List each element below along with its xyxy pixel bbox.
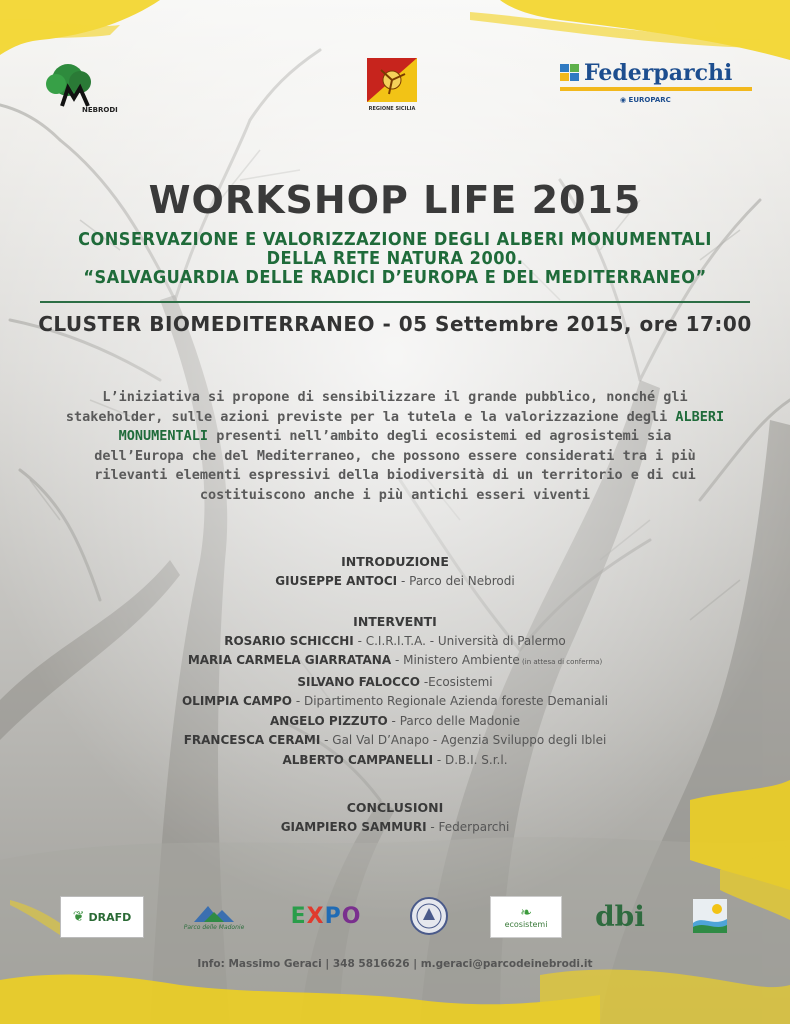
speaker-name: ANGELO PIZZUTO bbox=[269, 713, 388, 728]
parco-madonie-logo bbox=[172, 896, 256, 936]
speaker-row bbox=[0, 632, 790, 652]
title-divider bbox=[40, 301, 750, 303]
drafd-logo bbox=[60, 896, 144, 938]
madonie-label: Parco delle Madonie bbox=[183, 923, 245, 931]
contact-info: Info: Massimo Geraci | 348 5816626 | m.geraci@parcodeinebrodi.it bbox=[197, 958, 593, 970]
drafd-label: DRAFD bbox=[88, 910, 132, 924]
gal-logo bbox=[688, 896, 732, 936]
federparchi-logo bbox=[560, 60, 760, 116]
university-seal-logo bbox=[402, 896, 456, 936]
landscape-icon bbox=[693, 899, 727, 933]
conclusioni-speaker bbox=[0, 818, 790, 838]
description-text: presenti nell’ambito degli ecosistemi ed agrosistemi sia bbox=[208, 428, 672, 444]
regione-sicilia-logo bbox=[362, 58, 422, 118]
description-line-2 bbox=[60, 408, 730, 428]
nebrodi-label: NEBRODI bbox=[82, 106, 118, 114]
mountain-icon bbox=[192, 902, 236, 924]
ecosistemi-leaf-icon: ❧ bbox=[520, 904, 532, 921]
speaker-role: - Gal Val D’Anapo - Agenzia Sviluppo degli Iblei bbox=[320, 733, 607, 747]
speaker-name: GIAMPIERO SAMMURI bbox=[280, 819, 427, 834]
dbi-logo bbox=[590, 896, 650, 936]
expo-logo bbox=[280, 896, 372, 936]
description bbox=[60, 388, 730, 505]
drafd-leaf-icon: ❦ bbox=[72, 909, 85, 925]
speaker-row bbox=[0, 692, 790, 712]
speaker-role: - Parco dei Nebrodi bbox=[397, 573, 515, 588]
speaker-name: OLIMPIA CAMPO bbox=[181, 694, 292, 708]
europarc-icon: ◉ bbox=[620, 96, 629, 104]
description-line-3 bbox=[60, 427, 730, 447]
speaker-name: ALBERTO CAMPANELLI bbox=[282, 752, 434, 767]
speaker-name: FRANCESCA CERAMI bbox=[183, 733, 321, 747]
speaker-row bbox=[0, 712, 790, 732]
speaker-row bbox=[0, 731, 790, 751]
expo-label: EXPO bbox=[290, 903, 362, 929]
speaker-row bbox=[0, 673, 790, 693]
alberi-highlight: ALBERI bbox=[675, 408, 725, 425]
parco-nebrodi-logo bbox=[38, 58, 128, 118]
speaker-role: -Ecosistemi bbox=[420, 674, 493, 689]
program-interventi bbox=[0, 612, 790, 770]
description-line-5: rilevanti elementi espressivi della biodiversità di un territorio e di cui bbox=[94, 467, 696, 483]
intro-speaker bbox=[0, 572, 790, 592]
speaker-role: - C.I.R.I.T.A. - Università di Palermo bbox=[353, 633, 566, 648]
speaker-name: ROSARIO SCHICCHI bbox=[224, 633, 354, 648]
ecosistemi-logo bbox=[490, 896, 562, 938]
speaker-name: GIUSEPPE ANTOCI bbox=[275, 573, 398, 588]
regione-sicilia-label: REGIONE SICILIA bbox=[368, 106, 416, 112]
europarc-badge bbox=[620, 96, 671, 104]
dbi-label: dbi bbox=[595, 899, 645, 933]
speaker-name: MARIA CARMELA GIARRATANA bbox=[187, 653, 392, 667]
conclusioni-heading: CONCLUSIONI bbox=[346, 800, 444, 815]
program-conclusioni bbox=[0, 798, 790, 837]
description-text: stakeholder, sulle azioni previste per la tutela e la valorizzazione degli bbox=[65, 408, 676, 425]
monumentali-highlight: MONUMENTALI bbox=[118, 428, 209, 444]
seal-icon bbox=[407, 896, 451, 936]
interventi-heading: INTERVENTI bbox=[353, 614, 437, 629]
subtitle-line-3: “SALVAGUARDIA DELLE RADICI D’EUROPA E DEL MEDITERRANEO” bbox=[83, 267, 707, 288]
speaker-role: - Ministero Ambiente bbox=[391, 653, 520, 667]
page-title: WORKSHOP LIFE 2015 bbox=[148, 178, 642, 222]
subtitle bbox=[40, 230, 750, 287]
speaker-role: - Dipartimento Regionale Azienda foreste Demaniali bbox=[292, 694, 608, 708]
subtitle-line-1: CONSERVAZIONE E VALORIZZAZIONE DEGLI ALBERI MONUMENTALI bbox=[78, 229, 712, 250]
subtitle-line-2: DELLA RETE NATURA 2000. bbox=[266, 248, 524, 269]
event-date: CLUSTER BIOMEDITERRANEO - 05 Settembre 2015, ore 17:00 bbox=[38, 312, 752, 336]
federparchi-name: Federparchi bbox=[584, 60, 733, 86]
europarc-label: EUROPARC bbox=[628, 96, 671, 104]
description-line-1: L’iniziativa si propone di sensibilizzare il grande pubblico, nonché gli bbox=[102, 389, 688, 405]
speaker-role: - Parco delle Madonie bbox=[387, 713, 521, 728]
speaker-name: SILVANO FALOCCO bbox=[297, 674, 420, 689]
description-line-6: costituiscono anche i più antichi esseri viventi bbox=[199, 486, 591, 503]
ecosistemi-label: ecosistemi bbox=[504, 919, 548, 929]
speaker-role: - Federparchi bbox=[426, 819, 510, 834]
description-line-4: dell’Europa che del Mediterraneo, che possono essere considerati tra i più bbox=[94, 447, 696, 464]
speaker-role: - D.B.I. S.r.l. bbox=[433, 752, 508, 767]
program-intro bbox=[0, 552, 790, 591]
speaker-row bbox=[0, 651, 790, 673]
intro-heading: INTRODUZIONE bbox=[341, 554, 449, 569]
speaker-note: (in attesa di conferma) bbox=[519, 658, 603, 666]
speaker-row bbox=[0, 751, 790, 771]
federparchi-underline bbox=[560, 87, 752, 91]
